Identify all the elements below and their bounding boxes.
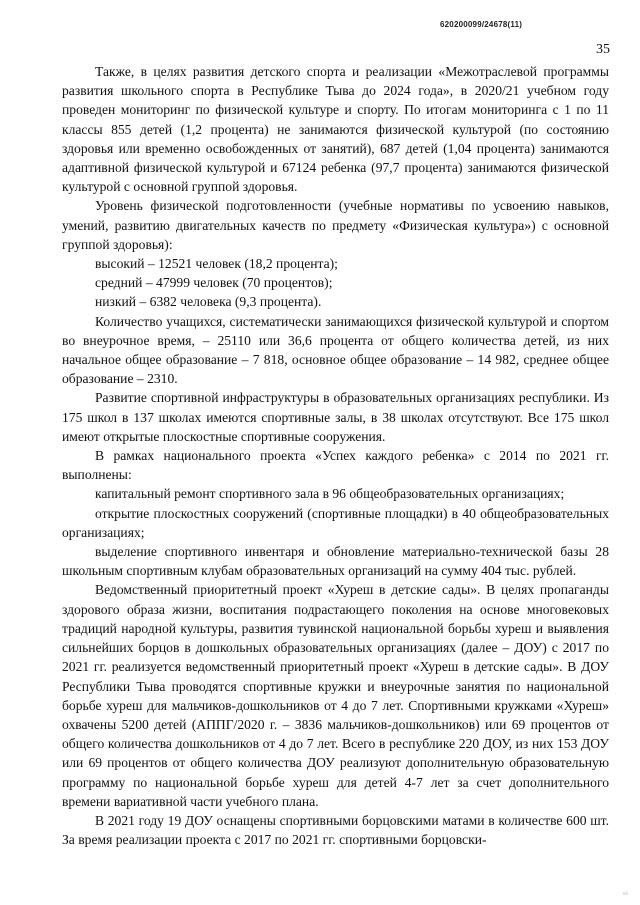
list-item-low: низкий – 6382 человека (9,3 процента). [95, 294, 322, 310]
list-item-equipment: выделение спортивного инвентаря и обновление материально-технической базы 28 школьным спортивным клубам образовательных организаций на сумму 404 тыс. рублей. [62, 544, 609, 579]
list-item-high: высокий – 12521 человек (18,2 процента); [95, 256, 338, 272]
document-code: 620200099/24678(11) [440, 20, 523, 29]
list-item-gym-repair: капитальный ремонт спортивного зала в 96 общеобразовательных организациях; [95, 486, 565, 502]
paragraph-fitness-level: Уровень физической подготовленности (учебные нормативы по усвоению навыков, умений, развитию двигательных качеств по предмету «Физическая культура») с основной группой здоровья): [62, 198, 609, 252]
document-body [62, 62, 609, 849]
paragraph-national-project: В рамках национального проекта «Успех каждого ребенка» с 2014 по 2021 гг. выполнены: [62, 448, 609, 483]
paragraph-khuresh-project: Ведомственный приоритетный проект «Хуреш в детские сады». В целях пропаганды здорового образа жизни, воспитания подрастающего поколения на основе многовековых традиций народной культуры, развития тувинской национальной борьбы хуреш и выявления сильнейших борцов в дошкольных образовательных организациях (далее – ДОУ) с 2017 по 2021 гг. реализуется ведомственный приоритетный проект «Хуреш в детские сады». В ДОУ Республики Тыва проводятся спортивные кружки и внеурочные занятия по национальной борьбе хуреш для мальчиков-дошкольников от 4 до 7 лет. Спортивными кружками «Хуреш» охвачены 5200 детей (АППГ/2020 г. – 3836 мальчиков-дошкольников) или 69 процентов от общего количества дошкольников от 4 до 7 лет. Всего в республике 220 ДОУ, из них 153 ДОУ или 69 процентов от общего количества ДОУ реализуют дополнительную образовательную программу по национальной борьбе хуреш для детей 4-7 лет за счет дополнительного времени вариативной части учебного плана. [62, 582, 609, 809]
paragraph-infrastructure: Развитие спортивной инфраструктуры в образовательных организациях республики. Из 175 школ в 137 школах имеются спортивные залы, в 38 школах отсутствуют. Все 175 школ имеют открытые плоскостные спортивные сооружения. [62, 390, 609, 444]
list-item-medium: средний – 47999 человек (70 процентов); [95, 275, 333, 291]
page-number: 35 [596, 42, 610, 57]
paragraph-monitoring: Также, в целях развития детского спорта и реализации «Межотраслевой программы развития школьного спорта в Республике Тыва до 2024 года», в 2020/21 учебном году проведен мониторинг по физической культуре и спорту. По итогам мониторинга с 1 по 11 классы 855 детей (1,2 процента) не занимаются физической культурой (по состоянию здоровья или временно освобожденных от занятий), 687 детей (1,04 процента) занимаются адаптивной физической культурой и 67124 ребенка (97,7 процента) занимаются физической культурой с основной группой здоровья. [62, 64, 609, 195]
list-item-sport-grounds: открытие плоскостных сооружений (спортивные площадки) в 40 общеобразовательных организациях; [62, 505, 609, 540]
corner-mark: ᵛ⁶ [622, 890, 628, 899]
paragraph-extracurricular: Количество учащихся, систематически занимающихся физической культурой и спортом во внеурочное время, – 25110 или 36,6 процента от общего количества детей, из них начальное общее образование – 7 818, основное общее образование – 14 982, среднее общее образование – 2310. [62, 313, 609, 387]
paragraph-wrestling-mats: В 2021 году 19 ДОУ оснащены спортивными борцовскими матами в количестве 600 шт. За время реализации проекта с 2017 по 2021 гг. спортивными борцовски- [62, 812, 609, 848]
